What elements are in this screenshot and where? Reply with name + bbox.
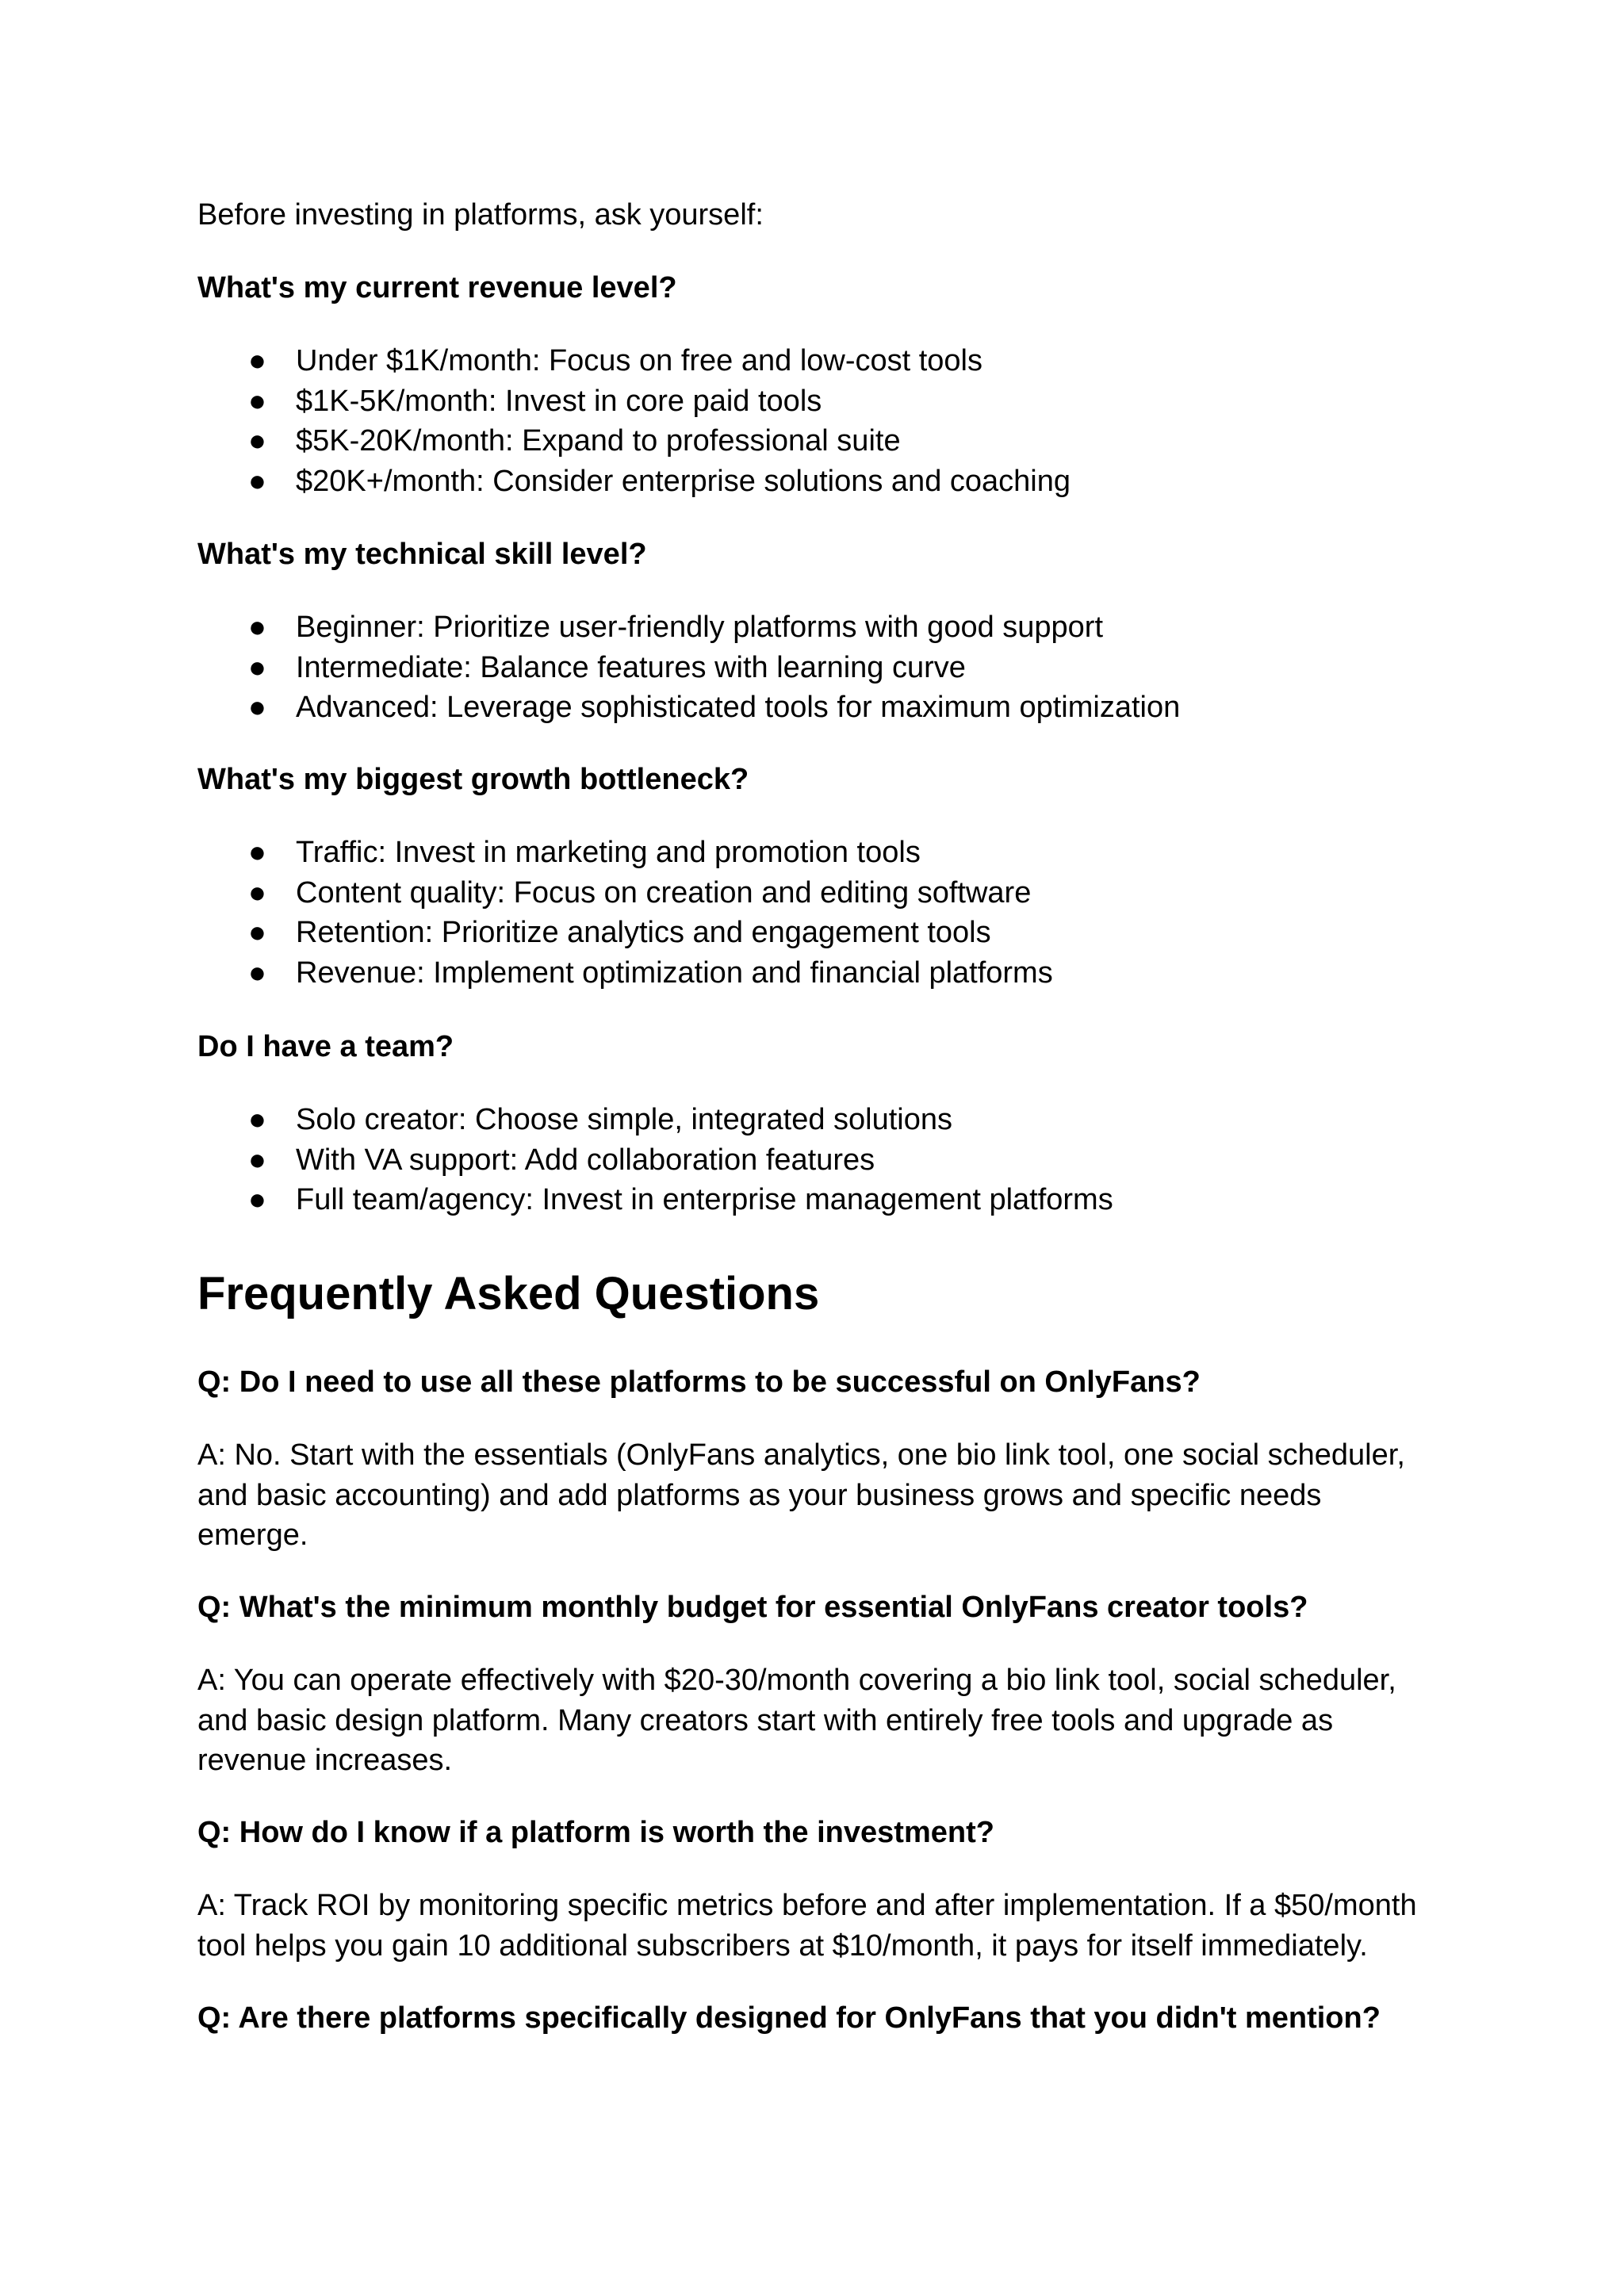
list-item: ● Beginner: Prioritize user-friendly platforms with good support bbox=[197, 607, 1180, 648]
faq-heading: Frequently Asked Questions bbox=[197, 1268, 820, 1319]
bullet-icon: ● bbox=[248, 1143, 266, 1177]
list-item: ● Solo creator: Choose simple, integrated solutions bbox=[197, 1100, 1113, 1140]
bullet-icon: ● bbox=[248, 836, 266, 869]
list-item: ● Content quality: Focus on creation and editing software bbox=[197, 873, 1053, 913]
list-item: ● Intermediate: Balance features with learning curve bbox=[197, 648, 1180, 688]
section-question-team: Do I have a team? bbox=[197, 1030, 454, 1063]
bullet-icon: ● bbox=[248, 650, 266, 684]
list-item: ● With VA support: Add collaboration features bbox=[197, 1140, 1113, 1181]
faq-answer: A: Track ROI by monitoring specific metrics before and after implementation. If a $50/month tool helps you gain 10 additional subscribers at $10/month, it pays for itself immediately. bbox=[197, 1889, 1417, 1963]
bullet-icon: ● bbox=[248, 384, 266, 418]
faq-question: Q: Are there platforms specifically designed for OnlyFans that you didn't mention? bbox=[197, 2001, 1381, 2035]
bullet-icon: ● bbox=[248, 424, 266, 458]
faq-answer: A: You can operate effectively with $20-30/month covering a bio link tool, social scheduler, and basic design platform. Many creators start with entirely free tools and upgrade as revenue increases. bbox=[197, 1664, 1396, 1777]
faq-question: Q: What's the minimum monthly budget for essential OnlyFans creator tools? bbox=[197, 1591, 1308, 1624]
section-question-skill: What's my technical skill level? bbox=[197, 538, 647, 571]
section-question-revenue: What's my current revenue level? bbox=[197, 271, 677, 304]
bullet-icon: ● bbox=[248, 1103, 266, 1136]
bullet-list-bottleneck bbox=[197, 833, 1053, 993]
list-item: ● Retention: Prioritize analytics and engagement tools bbox=[197, 913, 1053, 953]
bullet-icon: ● bbox=[248, 611, 266, 644]
list-item: ● Under $1K/month: Focus on free and low-cost tools bbox=[197, 341, 1071, 381]
bullet-icon: ● bbox=[248, 956, 266, 990]
faq-question: Q: How do I know if a platform is worth the investment? bbox=[197, 1816, 994, 1849]
bullet-icon: ● bbox=[248, 344, 266, 377]
section-question-bottleneck: What's my biggest growth bottleneck? bbox=[197, 763, 749, 796]
bullet-list-revenue bbox=[197, 341, 1071, 501]
list-item: ● Traffic: Invest in marketing and promotion tools bbox=[197, 833, 1053, 873]
faq-answer: A: No. Start with the essentials (OnlyFans analytics, one bio link tool, one social scheduler, and basic accounting) and add platforms as your business grows and specific needs emerge. bbox=[197, 1438, 1405, 1552]
bullet-icon: ● bbox=[248, 691, 266, 724]
list-item: ● Full team/agency: Invest in enterprise management platforms bbox=[197, 1180, 1113, 1220]
bullet-icon: ● bbox=[248, 1183, 266, 1216]
list-item: ● $1K-5K/month: Invest in core paid tools bbox=[197, 381, 1071, 422]
bullet-icon: ● bbox=[248, 464, 266, 498]
list-item: ● $5K-20K/month: Expand to professional suite bbox=[197, 421, 1071, 461]
list-item: ● $20K+/month: Consider enterprise solutions and coaching bbox=[197, 461, 1071, 502]
bullet-list-team bbox=[197, 1100, 1113, 1220]
faq-question: Q: Do I need to use all these platforms to be successful on OnlyFans? bbox=[197, 1365, 1201, 1399]
intro-text: Before investing in platforms, ask yourself: bbox=[197, 198, 764, 232]
list-item: ● Advanced: Leverage sophisticated tools for maximum optimization bbox=[197, 687, 1180, 728]
list-item: ● Revenue: Implement optimization and financial platforms bbox=[197, 953, 1053, 994]
bullet-list-skill bbox=[197, 607, 1180, 728]
bullet-icon: ● bbox=[248, 875, 266, 910]
bullet-icon: ● bbox=[248, 916, 266, 949]
